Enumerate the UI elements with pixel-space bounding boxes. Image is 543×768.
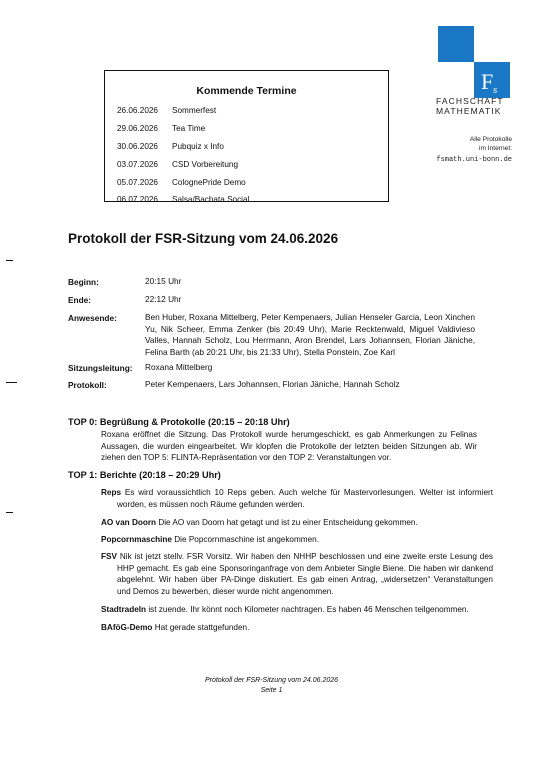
margin-mark [6,512,13,513]
svg-text:s: s [493,84,498,96]
attendees-label: Anwesende: [68,313,117,323]
report-text: Es wird voraussichtlich 10 Reps geben. Auch welche für Mastervorlesungen. Welter ist informiert worden, es müssen noch Räume gefunden werden. [117,488,493,509]
report-label: AO van Doorn [101,518,157,527]
report-item-ao-van-doorn [101,517,493,529]
upcoming-events-box [104,70,389,202]
report-text: Hat gerade stattgefunden. [154,623,250,632]
event-item [117,142,224,151]
upcoming-events-title: Kommende Termine [196,85,297,97]
website-link[interactable]: fsmath.uni-bonn.de [436,156,512,164]
event-item [117,160,238,169]
top0-title: TOP 0: Begrüßung & Protokolle (20:15 – 20:18 Uhr) [68,417,290,427]
event-name: Tea Time [172,124,206,133]
event-name: Salsa/Bachata Social [172,195,250,204]
report-text: Nik ist jetzt stellv. FSR Vorsitz. Wir haben den NHHP beschlossen und eine zweite erste Lesung des HHP gemacht. Es gab eine Sponsoringanfrage von dem Anbieter Single Biene. Die haben wir dankend abgelehnt. Wir haben über PA-Dinge diskutiert. Es gab einen Antrag, „widersetzen“ Veranstaltungen und Demos zu bewerben, dieser wurde nicht angenommen. [117,552,493,596]
event-name: ColognePride Demo [172,178,246,187]
report-item-stadtradeln [101,604,493,616]
protocols-note [440,136,512,153]
logo-line-1: FACHSCHAFT [436,96,504,106]
protocols-note-line-2: im Internet: [479,144,512,152]
report-text: ist zuende. Ihr könnt noch Kilometer nachtragen. Es haben 46 Menschen teilgenommen. [148,605,469,614]
event-date: 26.06.2026 [117,106,158,115]
attendees-value: Ben Huber, Roxana Mittelberg, Peter Kempenaers, Julian Henseler Garcia, Leon Xinchen Yu, Nik Scheer, Emma Zenker (bis 20:49 Uhr), Marie Recktenwald, Miguel Valdivieso Valles, Hannah Scholz, Lou Herrmann, Aron Brendel, Lars Johannsen, Florian Jäniche, Felina Barth (ab 20:21 Uhr, bis 21:33 Uhr), Stella Ponstein, Zoe Karl [145,312,475,357]
footer-title: Protokoll der FSR-Sitzung vom 24.06.2026 [204,677,339,684]
chair-value: Roxana Mittelberg [145,362,213,372]
event-date: 30.06.2026 [117,142,158,151]
event-name: CSD Vorbereitung [172,160,238,169]
report-item-popcornmaschine [101,534,493,546]
top0-text: Roxana eröffnet die Sitzung. Das Protokoll wurde herumgeschickt, es gab Anmerkungen zu Felinas Aussagen, die wurden eingearbeitet. Wir klopfen die Protokolle der letzten beiden Sitzungen ab. Wir ziehen den TOP 5: FLINTA-Repräsentation vor den TOP 2: Veranstaltungen vor. [101,430,477,463]
page-title: Protokoll der FSR-Sitzung vom 24.06.2026 [68,231,339,246]
report-label: Stadtradeln [101,605,147,614]
event-item [117,124,205,133]
protocol-label: Protokoll: [68,380,107,390]
logo-wordmark [436,97,516,116]
svg-text:F: F [481,69,494,94]
report-text: Die Popcornmaschine ist angekommen. [174,535,319,544]
event-date: 29.06.2026 [117,124,158,133]
end-value: 22:12 Uhr [145,294,182,304]
begin-label: Beginn: [68,277,99,287]
margin-mark [6,260,13,261]
logo-line-2: MATHEMATIK [436,105,502,116]
page-number: Seite 1 [260,687,283,694]
report-item-fsv [101,551,493,597]
report-item-reps [101,487,493,510]
event-name: Sommerfest [172,106,217,115]
event-date: 06.07.2026 [117,195,158,204]
event-item [117,195,249,204]
event-item [117,106,216,115]
chair-label: Sitzungsleitung: [68,363,133,373]
report-label: FSV [101,552,117,561]
protocols-note-line-1: Alle Protokolle [469,136,512,143]
report-item-bafoeg-demo [101,622,493,634]
event-name: Pubquiz x Info [172,142,224,151]
report-text: Die AO van Doorn hat getagt und ist zu einer Entscheidung gekommen. [158,518,418,527]
begin-value: 20:15 Uhr [145,276,182,286]
report-label: BAföG-Demo [101,623,153,632]
event-date: 03.07.2026 [117,160,158,169]
protocol-value: Peter Kempenaers, Lars Johannsen, Florian Jäniche, Hannah Scholz [145,379,400,389]
top1-title: TOP 1: Berichte (20:18 – 20:29 Uhr) [68,470,221,480]
report-label: Reps [101,488,122,497]
event-date: 05.07.2026 [117,178,158,187]
margin-mark [6,382,17,383]
end-label: Ende: [68,295,92,305]
report-label: Popcornmaschine [101,535,172,544]
page-footer [0,676,543,696]
event-item [117,178,246,187]
